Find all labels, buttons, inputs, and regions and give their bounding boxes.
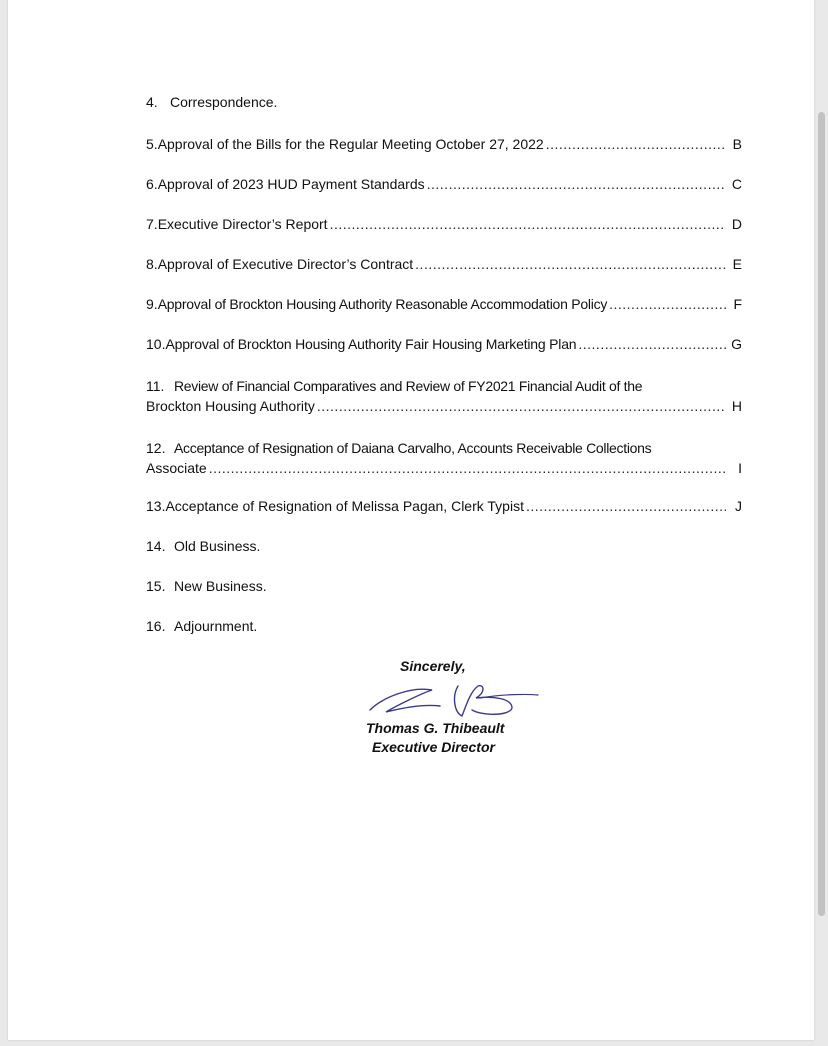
agenda-item-5 (146, 134, 742, 154)
item-number: 9. (146, 296, 158, 312)
item-number: 16. (146, 618, 166, 634)
dot-leader (317, 396, 726, 416)
dot-leader (526, 496, 726, 516)
item-text: Approval of Brockton Housing Authority Reasonable Accommodation Policy (157, 296, 608, 312)
item-text: Acceptance of Resignation of Daiana Carvalho, Accounts Receivable Collections (174, 440, 652, 456)
dot-leader (415, 254, 726, 274)
exhibit-letter: H (731, 398, 742, 414)
signer-title: Executive Director (372, 739, 495, 755)
sincerely-text: Sincerely, (400, 658, 466, 674)
agenda-item-13 (146, 496, 742, 516)
exhibit-letter: E (732, 256, 742, 272)
item-number: 5. (146, 136, 158, 152)
agenda-item-8 (146, 254, 742, 274)
dot-leader (330, 214, 726, 234)
agenda-item-14 (146, 536, 742, 556)
agenda-item-11 (146, 376, 742, 416)
agenda-item-10 (146, 334, 742, 354)
item-text: New Business. (174, 578, 267, 594)
item-number: 11. (146, 378, 165, 394)
exhibit-letter: G (731, 336, 742, 352)
item-text: Approval of the Bills for the Regular Meeting October 27, 2022 (157, 136, 544, 152)
dot-leader (209, 458, 726, 478)
agenda-item-4 (146, 92, 742, 112)
dot-leader (578, 334, 726, 354)
item-number: 8. (146, 256, 158, 272)
dot-leader (546, 134, 726, 154)
exhibit-letter: B (732, 136, 742, 152)
agenda-item-16 (146, 616, 742, 636)
item-text: Old Business. (174, 538, 261, 554)
item-number: 4. (146, 94, 158, 110)
item-text-continued: Associate (146, 460, 207, 476)
signer-name: Thomas G. Thibeault (366, 720, 505, 736)
item-number: 13. (146, 498, 166, 514)
item-number: 6. (146, 176, 158, 192)
item-text: Approval of 2023 HUD Payment Standards (157, 176, 425, 192)
signature-image (362, 676, 542, 720)
vertical-scrollbar[interactable] (818, 112, 825, 916)
dot-leader (427, 174, 726, 194)
signature-stroke (455, 686, 512, 716)
item-text: Executive Director’s Report (157, 216, 328, 232)
exhibit-letter: C (731, 176, 742, 192)
exhibit-letter: D (731, 216, 742, 232)
item-number: 10. (146, 336, 166, 352)
exhibit-letter: J (735, 498, 742, 514)
agenda-item-12 (146, 438, 742, 478)
item-text: Approval of Brockton Housing Authority Fair Housing Marketing Plan (165, 336, 577, 352)
item-number: 15. (146, 578, 166, 594)
item-text-continued: Brockton Housing Authority (146, 398, 315, 414)
agenda-item-15 (146, 576, 742, 596)
item-number: 14. (146, 538, 166, 554)
document-page (8, 0, 814, 1040)
agenda-item-7 (146, 214, 742, 234)
agenda-item-6 (146, 174, 742, 194)
item-text: Review of Financial Comparatives and Review of FY2021 Financial Audit of the (174, 378, 643, 394)
item-text: Acceptance of Resignation of Melissa Pagan, Clerk Typist (165, 498, 524, 514)
item-number: 7. (146, 216, 158, 232)
exhibit-letter: I (738, 460, 742, 476)
signature-stroke (370, 689, 440, 712)
item-text: Correspondence. (170, 94, 278, 110)
dot-leader (609, 294, 726, 314)
item-text: Approval of Executive Director’s Contract (157, 256, 414, 272)
item-number: 12. (146, 440, 166, 456)
item-text: Adjournment. (174, 618, 258, 634)
agenda-item-9 (146, 294, 742, 314)
exhibit-letter: F (733, 296, 742, 312)
